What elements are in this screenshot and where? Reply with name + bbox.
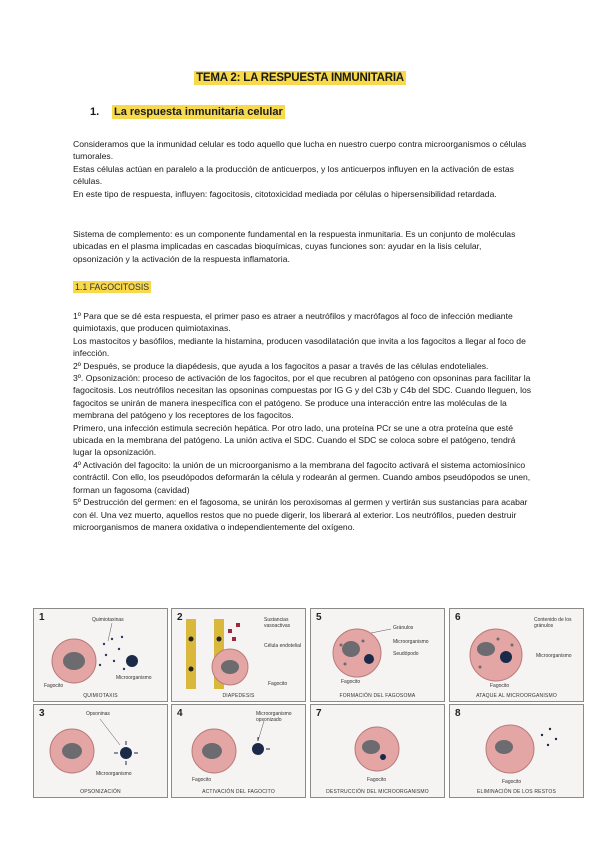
section-label: La respuesta inmunitaria celular [114, 106, 283, 118]
figure-panel-destruccion [310, 704, 445, 798]
section-number: 1. [90, 106, 100, 118]
section-heading [90, 106, 285, 118]
panel-number: 4 [177, 708, 183, 719]
panel-caption: ELIMINACIÓN DE LOS RESTOS [476, 789, 557, 795]
fagocitosis-paragraph: 2º Después, se produce la diapédesis, que ayuda a los fagocitos a pasar a través de las células endoteliales. [73, 360, 489, 371]
panel-label: Sustancias vasoactivas [264, 617, 291, 629]
panel-label: Fagocito [341, 679, 361, 685]
panel-label: Microorganismo [96, 771, 132, 777]
fagocitosis-paragraph: Primero, una infección estimula secreción hepática. Por otro lado, una proteína PCr se une a otra proteína que esté ubicada en la membrana del patógeno. La unión activa el SDC. Cuando el SDC se coloca sobre el patógeno, tendrá lugar la opsonización. [73, 422, 516, 458]
phagocyte-diagram [311, 609, 444, 701]
panel-number: 8 [455, 708, 461, 719]
subsection-heading: 1.1 FAGOCITOSIS [75, 282, 150, 292]
panel-caption: FORMACIÓN DEL FAGOSOMA [339, 693, 416, 699]
figure-panel-eliminacion [449, 704, 584, 798]
intro-paragraph: Consideramos que la inmunidad celular es todo aquello que lucha en nuestro cuerpo contra microorganismos o células tumorales. [73, 139, 527, 162]
panel-label: Fagocito [367, 777, 387, 783]
panel-number: 5 [316, 612, 322, 623]
panel-label: Contenido de los gránulos [534, 617, 572, 629]
panel-caption: DESTRUCCIÓN DEL MICROORGANISMO [326, 789, 429, 795]
figure-panel-fagosoma [310, 608, 445, 702]
panel-label: Microorganismo [536, 653, 572, 659]
complement-paragraph: Sistema de complemento: es un componente fundamental en la respuesta inmunitaria. Es un conjunto de moléculas ubicadas en el plasma implicadas en cascadas bioquímicas, cuyas funciones son: ayudar en la lisis celular, opsonización y la activación de la respuesta inflamatoria. [73, 229, 516, 264]
panel-number: 1 [39, 612, 45, 623]
panel-number: 7 [316, 708, 322, 719]
page-title: TEMA 2: LA RESPUESTA INMUNITARIA [196, 72, 404, 84]
panel-caption: OPSONIZACIÓN [80, 789, 121, 795]
figure-panel-ataque [449, 608, 584, 702]
panel-label: Fagocito [268, 681, 288, 687]
panel-number: 3 [39, 708, 45, 719]
intro-block [73, 138, 533, 200]
fagocitosis-paragraph: 5º Destrucción del germen: en el fagosoma, se unirán los peroxisomas al germen y vertirán sus sustancias para acabar con él. Una vez muerto, aquellos restos que no puede digerir, los liberará al exterior. Los neutrófilos, pueden destruir microorganismos de manera oxidativa o independientemente del oxígeno. [73, 497, 528, 532]
panel-caption: DIAPEDESIS [222, 693, 255, 699]
panel-caption: ACTIVACIÓN DEL FAGOCITO [202, 789, 275, 795]
panel-caption: QUIMIOTAXIS [83, 693, 118, 699]
fagocitosis-block [73, 310, 533, 533]
panel-label: Célula endotelial [264, 643, 301, 649]
panel-label: Opsoninas [86, 711, 110, 717]
complement-block [73, 228, 533, 265]
phagocyte-diagram [34, 705, 167, 797]
panel-label: Fagocito [490, 683, 510, 689]
fagocitosis-paragraph: Los mastocitos y basófilos, mediante la histamina, producen vasodilatación que invita a los fagocitos a llegar al foco de infección. [73, 335, 526, 359]
panel-label: Fagocito [502, 779, 522, 785]
fagocitosis-paragraph: 4º Activación del fagocito: la unión de un microorganismo a la membrana del fagocito activará el sistema actomiosínico contráctil. Con ello, los pseudópodos deformarán la célula y rodearán al germen. Cuando ambos pseudópodos se unen, forman un fagosoma (cavidad) [73, 459, 531, 495]
panel-label: Microorganismo [393, 639, 429, 645]
figure-panel-quimiotaxis [33, 608, 168, 702]
fagocitosis-paragraph: 3º. Opsonización: proceso de activación de los fagocitos, por el que recubren al patógeno con opsoninas para facilitar la fagocitosis. Los neutrófilos necesitan las opsoninas compuestas por IG G y del C3b y C4b del SDC. Cuando lleguen, los fagocitos se unirán de manera inespecífica con el patógeno. Se produce una interacción entre las moléculas de la membrana del patógeno y los receptores de los fagocitos. [73, 373, 532, 421]
figure-panel-diapedesis [171, 608, 306, 702]
panel-label: Fagocito [192, 777, 212, 783]
panel-number: 2 [177, 612, 183, 623]
panel-number: 6 [455, 612, 461, 623]
panel-label: Seudópodo [393, 651, 419, 657]
figure-panel-activacion [171, 704, 306, 798]
fagocitosis-paragraph: 1º Para que se dé esta respuesta, el primer paso es atraer a neutrófilos y macrófagos al foco de infección mediante quimiotaxis, que producen quimiotaxinas. [73, 311, 513, 334]
panel-label: Gránulos [393, 625, 414, 631]
intro-paragraph: Estas células actúan en paralelo a la producción de anticuerpos, y los anticuerpos influyen en la activación de estas células. [73, 163, 514, 187]
phagocyte-diagram [311, 705, 444, 797]
panel-label: Quimiotaxinas [92, 617, 124, 623]
panel-caption: ATAQUE AL MICROORGANISMO [476, 693, 557, 699]
panel-label: Microorganismo opsonizado [256, 711, 292, 723]
panel-label: Fagocito [44, 683, 64, 689]
intro-paragraph: En este tipo de respuesta, influyen: fagocitosis, citotoxicidad mediada por células o hipersensibilidad retardada. [73, 188, 497, 199]
panel-label: Microorganismo [116, 675, 152, 681]
figure-panel-opsonizacion [33, 704, 168, 798]
